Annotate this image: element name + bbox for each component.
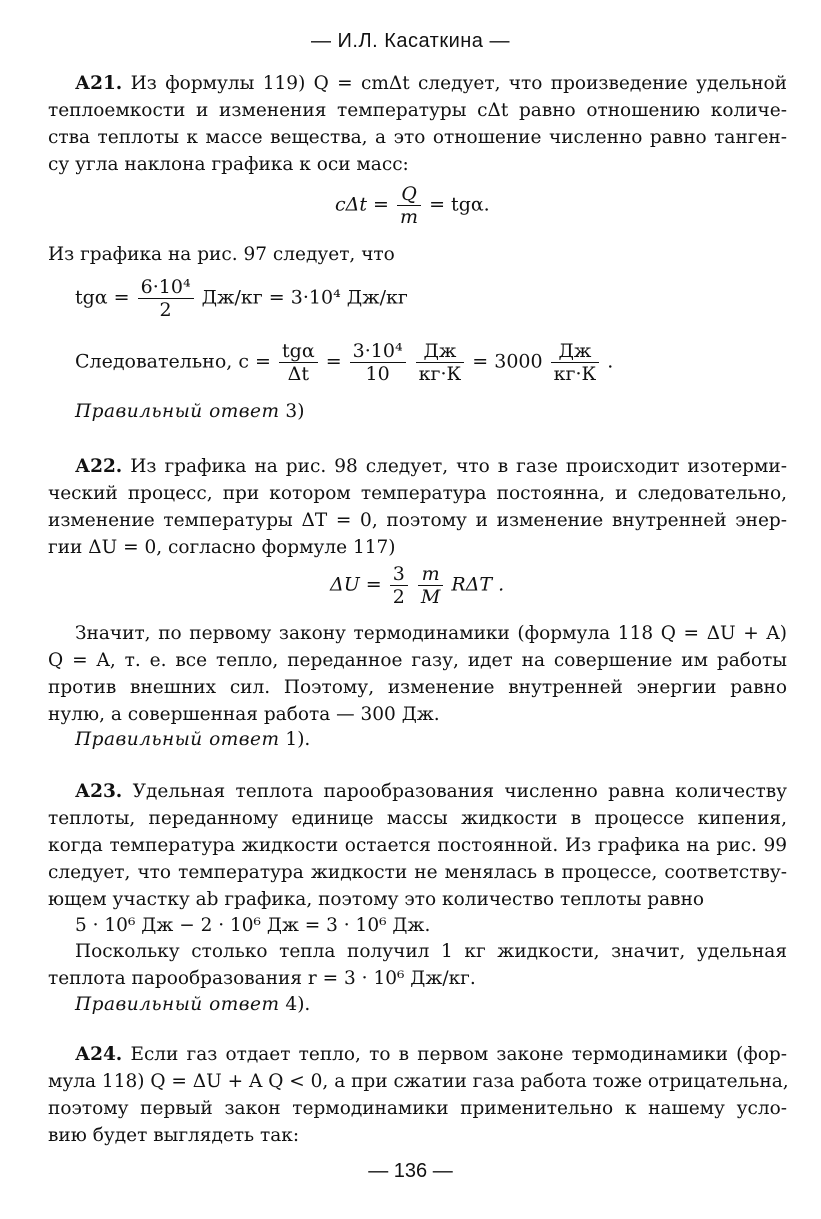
a22-line-3: изменение температуры ΔT = 0, поэтому и изменение внутренней энер- (48, 510, 787, 531)
a22-line-4: гии ΔU = 0, согласно формуле 117) (48, 537, 396, 558)
a24-line-3: поэтому первый закон термодинамики применительно к нашему усло- (48, 1098, 787, 1119)
a21-answer: Правильный ответ 3) (75, 401, 305, 422)
a21-formula-2: tgα = $\frac{\text{6·10⁴}}{2}$ Дж/кг = 3·10⁴ Дж/кг (75, 276, 408, 321)
a23-line-1: А23. Удельная теплота парообразования численно равна количеству (75, 781, 787, 802)
a21-line-4: су угла наклона графика к оси масс: (48, 154, 409, 175)
a23-line-2: теплоты, переданному единице массы жидкости в процессе кипения, (48, 808, 787, 829)
a23-line-7: Поскольку столько тепла получил 1 кг жидкости, значит, удельная (75, 941, 787, 962)
a21-line-2: теплоемкости и изменения температуры cΔt равно отношению количе- (48, 100, 787, 121)
a22-line-1: А22. Из графика на рис. 98 следует, что в газе происходит изотерми- (75, 456, 787, 477)
running-header: — И.Л. Касаткина — (311, 30, 510, 52)
a24-line-1: А24. Если газ отдает тепло, то в первом законе термодинамики (фор- (75, 1044, 787, 1065)
a22-formula: ΔU = $\frac{3}{2}$ $\frac{m}{M}$ RΔT . (330, 563, 505, 608)
a21-line-3: ства теплоты к массе вещества, а это отношение численно равно танген- (48, 127, 787, 148)
a22-answer: Правильный ответ 1). (75, 729, 311, 750)
a24-line-4: вию будет выглядеть так: (48, 1125, 300, 1146)
a23-answer: Правильный ответ 4). (75, 994, 311, 1015)
a23-line-8: теплота парообразования r = 3 · 10⁶ Дж/кг. (48, 968, 476, 989)
a22-number: А22. (75, 456, 123, 477)
a21-line-5: Из графика на рис. 97 следует, что (48, 244, 395, 265)
a21-formula-3: Следовательно, c = $\frac{\text{tgα}}{\Delta t}$ = $\frac{\text{3·10⁴}}{10}$ $\frac{Дж}{кг\cdot К}$ = 3000 $\frac{Дж}{кг\cdot К}$ . (75, 340, 614, 385)
a21-formula-1: cΔt = $\frac{Q}{m}$ = tgα. (335, 183, 490, 228)
a22-line-6: Q = A, т. е. все тепло, переданное газу, идет на совершение им работы (48, 650, 787, 671)
a23-number: А23. (75, 781, 123, 802)
a21-number: А21. (75, 73, 123, 94)
page-number: — 136 — (368, 1160, 453, 1182)
a22-line-8: нулю, а совершенная работа — 300 Дж. (48, 704, 440, 725)
a22-line-7: против внешних сил. Поэтому, изменение внутренней энергии равно (48, 677, 787, 698)
a24-number: А24. (75, 1044, 123, 1065)
a21-line-1: А21. Из формулы 119) Q = cmΔt следует, что произведение удельной (75, 73, 787, 94)
a23-line-5: ющем участку ab графика, поэтому это количество теплоты равно (48, 889, 705, 910)
a23-line-6: 5 · 10⁶ Дж − 2 · 10⁶ Дж = 3 · 10⁶ Дж. (75, 915, 431, 936)
a23-line-3: когда температура жидкости остается постоянной. Из графика на рис. 99 (48, 835, 787, 856)
a24-line-2: мула 118) Q = ΔU + A Q < 0, а при сжатии газа работа тоже отрицательна, (48, 1071, 789, 1092)
a22-line-5: Значит, по первому закону термодинамики (формула 118 Q = ΔU + A) (75, 623, 787, 644)
a22-line-2: ческий процесс, при котором температура постоянна, и следовательно, (48, 483, 787, 504)
a23-line-4: следует, что температура жидкости не менялась в процессе, соответству- (48, 862, 787, 883)
